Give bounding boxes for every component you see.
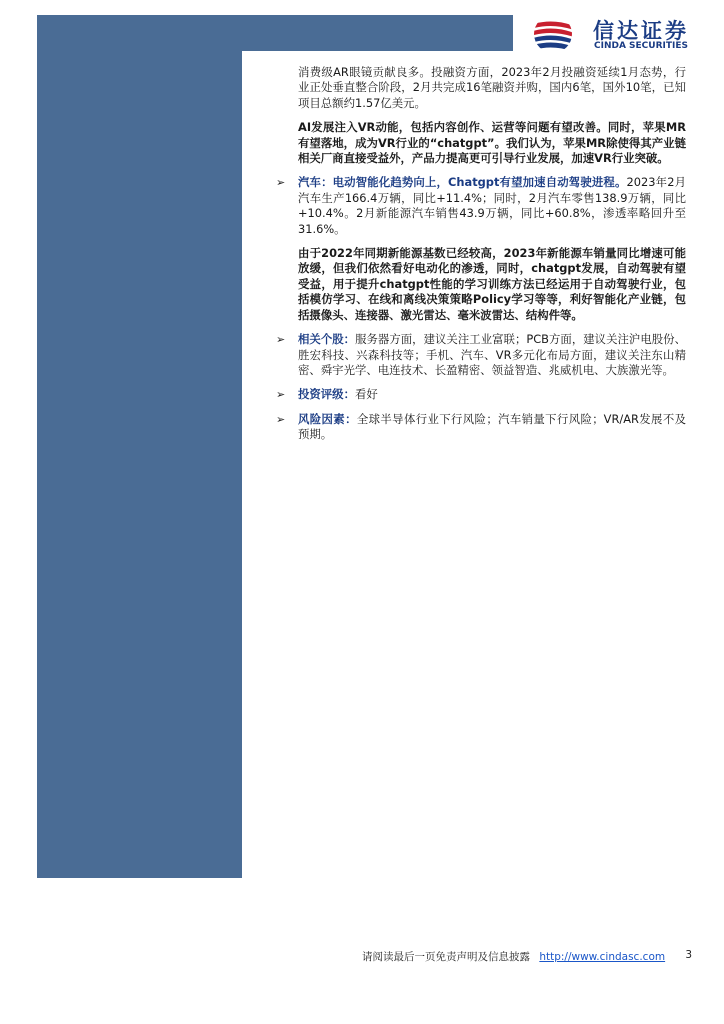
bullet-arrow-icon: ➢ (276, 388, 286, 402)
bullet-text: 全球半导体行业下行风险；汽车销量下行风险；VR/AR发展不及预期。 (298, 411, 686, 442)
logo-name-cn: 信达证券 (593, 19, 689, 43)
bullet-label: 汽车：电动智能化趋势向上，Chatgpt有望加速自动驾驶进程。 (298, 175, 627, 190)
website-link[interactable]: http://www.cindasc.com (539, 951, 666, 963)
bullet-arrow-icon: ➢ (276, 412, 286, 426)
bullet-arrow-icon: ➢ (276, 333, 286, 347)
disclaimer-notice: 请阅读最后一页免责声明及信息披露 (362, 951, 530, 963)
bullet-related-stocks (276, 332, 686, 378)
bullet-auto (276, 175, 686, 237)
bullet-arrow-icon: ➢ (276, 176, 286, 190)
bullet-label: 投资评级： (298, 387, 355, 402)
header-bar (37, 15, 513, 51)
bullet-text: 服务器方面，建议关注工业富联；PCB方面，建议关注沪电股份、胜宏科技、兴森科技等；手机、汽车、VR多元化布局方面，建议关注东山精密、舜宇光学、电连技术、长盈精密、领益智造、兆威机电、大族激光等。 (298, 332, 686, 377)
paragraph-ai-vr: AI发展注入VR动能，包括内容创作、运营等问题有望改善。同时，苹果MR有望落地，成为VR行业的“chatgpt”。我们认为，苹果MR除使得其产业链相关厂商直接受益外，产品力提高更可引导行业发展，加速VR行业突破。 (298, 120, 686, 166)
sidebar-panel (37, 51, 242, 878)
bullet-label: 相关个股： (298, 332, 356, 347)
main-content (276, 65, 686, 452)
paragraph-ar-investment: 消费级AR眼镜贡献良多。投融资方面，2023年2月投融资延续1月态势，行业正处垂直整合阶段，2月共完成16笔融资并购，国内6笔，国外10笔，已知项目总额约1.57亿美元。 (298, 65, 686, 110)
page-footer (362, 949, 692, 964)
bullet-text: 2023年2月汽车生产166.4万辆，同比+11.4%；同时，2月汽车零售138.9万辆，同比+10.4%。2月新能源汽车销售43.9万辆，同比+60.8%，渗透率略回升至31.6%。 (298, 175, 686, 236)
company-logo (525, 14, 705, 54)
page-number: 3 (685, 949, 692, 961)
cinda-logo-icon (525, 14, 581, 54)
bullet-text: 看好 (354, 387, 378, 402)
bullet-risk (276, 412, 686, 443)
bullet-label: 风险因素： (298, 411, 357, 426)
paragraph-auto-detail: 由于2022年同期新能源基数已经较高，2023年新能源车销量同比增速可能放缓，但我们依然看好电动化的渗透，同时，chatgpt发展，自动驾驶有望受益，用于提升chatgpt性能的学习训练方法已经运用于自动驾驶行业，包括模仿学习、在线和离线决策策略Policy学习等等，利好智能化产业链，包括摄像头、连接器、激光雷达、毫米波雷达、结构件等。 (298, 246, 686, 322)
bullet-rating (276, 387, 686, 402)
logo-name-en: CINDA SECURITIES (594, 41, 688, 51)
